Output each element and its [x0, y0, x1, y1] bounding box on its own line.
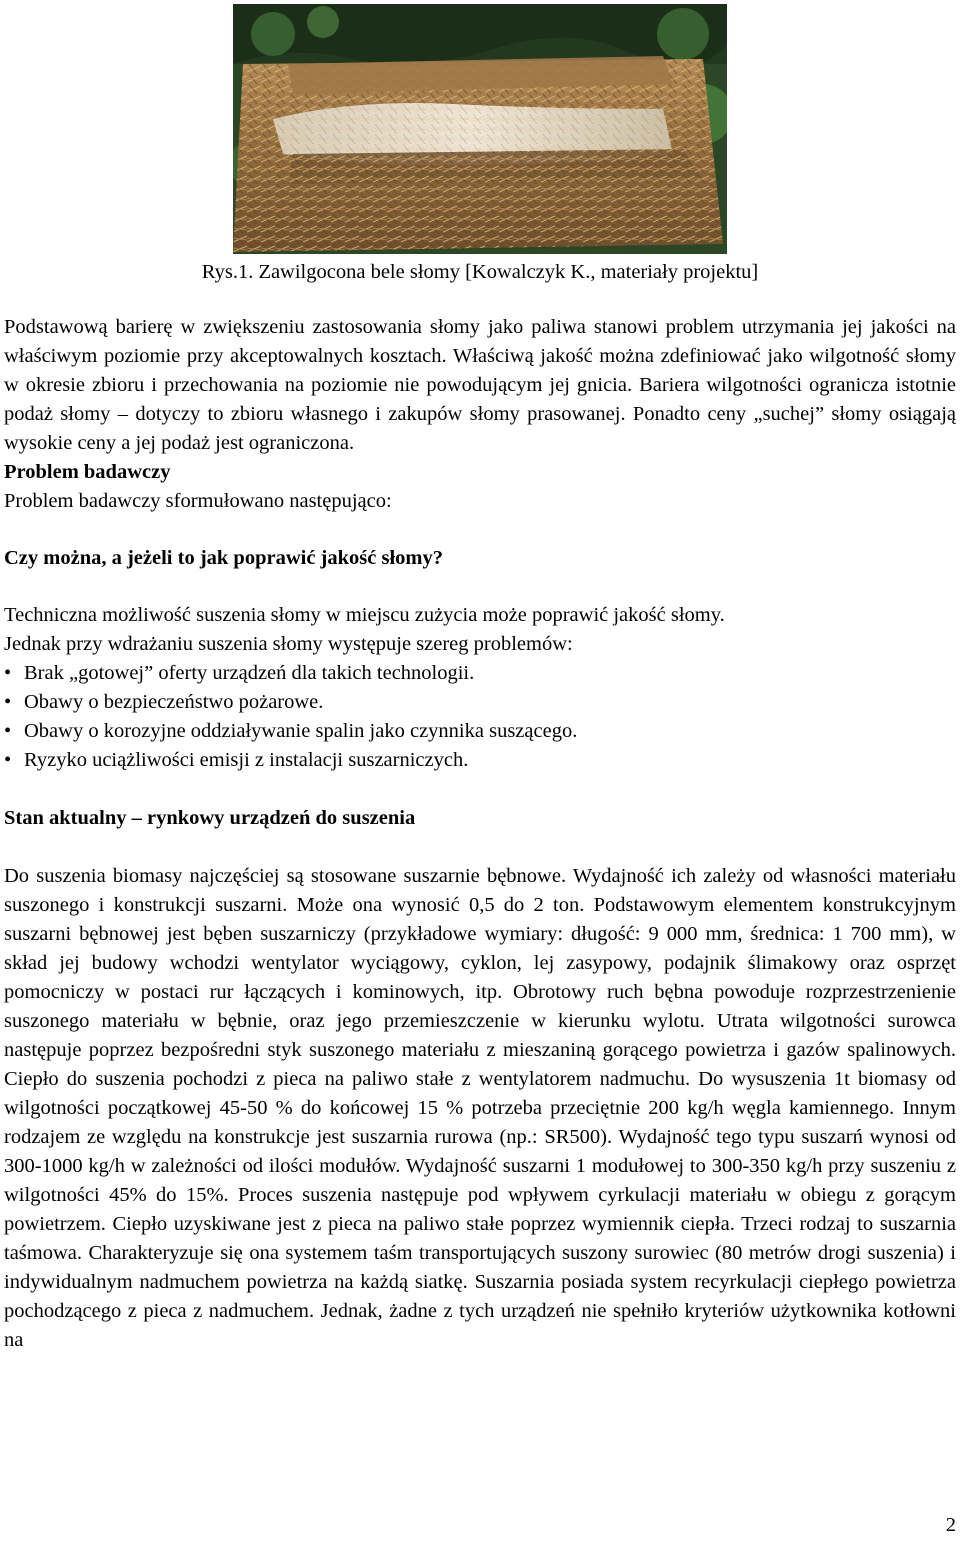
list-item: • Brak „gotowej” oferty urządzeń dla takich technologii. [4, 659, 956, 688]
list-item: • Obawy o bezpieczeństwo pożarowe. [4, 688, 956, 717]
bullet-icon: • [4, 662, 12, 684]
bullet-icon: • [4, 720, 12, 742]
list-item: • Obawy o korozyjne oddziaływanie spalin jako czynnika suszącego. [4, 717, 956, 746]
section-paragraph: Do suszenia biomasy najczęściej są stosowane suszarnie bębnowe. Wydajność ich zależy od własności materiału suszonego i konstrukcji suszarni. Może ona wynosić 0,5 do 2 ton. Podstawowym elementem konstrukcyjnym suszarni bębnowej jest bęben suszarniczy (przykładowe wymiary: długość: 9 000 mm, średnica: 1 700 mm), w skład jej budowy wchodzi wentylator wyciągowy, cyklon, lej zasypowy, podajnik ślimakowy oraz osprzęt pomocniczy w postaci rur łączących i kominowych, itp. Obrotowy ruch bębna powoduje rozprzestrzenienie suszonego materiału w bębnie, oraz jego przemieszczenie w kierunku wylotu. Utrata wilgotności surowca następuje poprzez bezpośredni styk suszonego materiału z mieszaniną gorącego powietrza i gazów spalinowych. Ciepło do suszenia pochodzi z pieca na paliwo stałe z wentylatorem nadmuchu. Do wysuszenia 1t biomasy od wilgotności początkowej 45-50 % do końcowej 15 % potrzeba przeciętnie 200 kg/h węgla kamiennego. Innym rodzajem ze względu na konstrukcje jest suszarnia rurowa (np.: SR500). Wydajność tego typu suszarń wynosi od 300-1000 kg/h w zależności od ilości modułów. Wydajność suszarni 1 modułowej to 300-350 kg/h przy suszeniu z wilgotności 45% do 15%. Proces suszenia następuje pod wpływem cyrkulacji materiału w obiegu z gorącym powietrzem. Ciepło uzyskiwane jest z pieca na paliwo stałe poprzez wymiennik ciepła. Trzeci rodzaj to suszarnia taśmowa. Charakteryzuje się ona systemem taśm transportujących suszony surowiec (80 metrów drogi suszenia) i indywidualnym nadmuchem powietrza na każdą siatkę. Suszarnia posiada system recyrkulacji ciepłego powietrza pochodzącego z pieca z nadmuchem. Jednak, żadne z tych urządzeń nie spełniło kryteriów użytkownika kotłowni na [4, 865, 956, 1351]
straw-bale-photo [233, 4, 727, 254]
page-number: 2 [945, 1514, 956, 1536]
bullet-icon: • [4, 691, 12, 713]
bullet-icon: • [4, 749, 12, 771]
problems-list [4, 659, 956, 775]
section-title: Stan aktualny – rynkowy urządzeń do suszenia [4, 807, 416, 829]
research-question: Czy można, a jeżeli to jak poprawić jakość słomy? [4, 547, 443, 569]
figure-caption: Rys.1. Zawilgocona bele słomy [Kowalczyk K., materiały projektu] [201, 261, 759, 283]
intro-paragraph: Podstawową barierę w zwiększeniu zastosowania słomy jako paliwa stanowi problem utrzymania jej jakości na właściwym poziomie przy akceptowalnych kosztach. Właściwą jakość można zdefiniować jako wilgotność słomy w okresie zbioru i przechowania na poziomie nie powodującym jej gnicia. Bariera wilgotności ogranicza istotnie podaż słomy – dotyczy to zbioru własnego i zakupów słomy prasowanej. Ponadto ceny „suchej” słomy osiągają wysokie ceny a jej podaż jest ograniczona. [4, 316, 956, 454]
document-body [4, 313, 956, 1355]
solution-text: Techniczna możliwość suszenia słomy w miejscu zużycia może poprawić jakość słomy. [4, 604, 725, 626]
problem-text: Problem badawczy sformułowano następująco: [4, 490, 392, 512]
problem-heading: Problem badawczy [4, 461, 171, 483]
straw-bale-illustration [233, 4, 727, 254]
problems-intro: Jednak przy wdrażaniu suszenia słomy występuje szereg problemów: [4, 633, 573, 655]
list-item: • Ryzyko uciążliwości emisji z instalacji suszarniczych. [4, 746, 956, 775]
